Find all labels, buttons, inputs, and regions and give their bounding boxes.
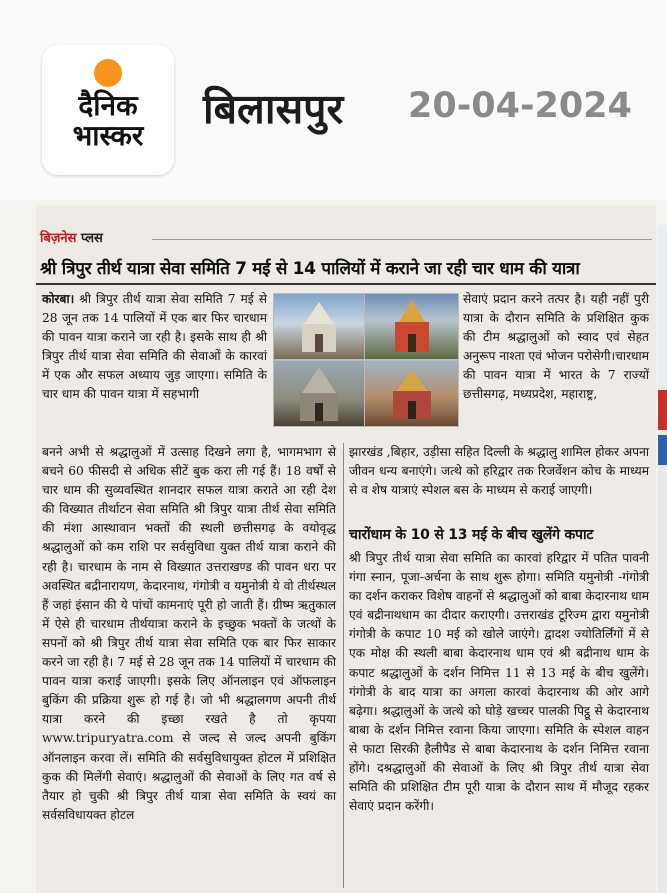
logo-line-2: भास्कर: [72, 119, 144, 152]
edition-city: बिलासपुर: [203, 85, 344, 133]
column-left: बनने अभी से श्रद्धालुओं में उत्साह दिखने लगा है, भागमभाग से बचने 60 फीसदी से अधिक सीटें बुक करा ली गई हैं। 18 वर्षों से चार धाम की सुव्यवस्थित शानदार सफल यात्रा कराते आ रही देश की विख्यात तीर्थाटन सेवा समिति श्री त्रिपुर यात्रा तीर्थ सेवा समिति की मंशा आस्थावान भक्तों की स्थली छत्तीसगढ़ के वयोवृद्ध श्रद्धालुओं को कम राशि पर सर्वसुविधा युक्त तीर्थ यात्रा कराने की रही है। चारधाम के नाम से विख्यात उत्तराखण्ड की पावन धरा पर अवस्थित बद्रीनारायण, केदारनाथ, गंगोत्री व यमुनोत्री ये वो तीर्थस्थल हैं जहां इंसान की ये पांचों कामनाएं पूरी हो जाती हैं। ग्रीष्म ऋतुकाल में ऐसे ही चारधाम तीर्थयात्रा कराने के इच्छुक भक्तों के जत्थों के सपनों को श्री त्रिपुर तीर्थ यात्रा सेवा समिति एक बार फिर साकार करने जा रही है। 7 मई से 28 जून तक 14 पालियों में चारधाम की पावन यात्रा कराई जाएगी। इसके लिए ऑनलाइन एवं ऑफलाइन बुकिंग की प्रक्रिया शुरू हो गई है। जो भी श्रद्धालगण अपनी तीर्थ यात्रा करने की इच्छा रखते है तो कृपया www.tripuryatra.com से जल्द से जल्द अपनी बुकिंग ऑनलाइन करवा लें। समिति की सर्वसुविधायुक्त होटल में प्रशिक्षित कुक की मिलेंगी सेवाएं। श्रद्धालुओं की सेवाओं के लिए गत वर्ष से तैयार हो चुकी श्री त्रिपुर तीर्थ यात्रा सेवा समिति के स्वयं का सर्वसविधायक्त होटल: [42, 445, 336, 822]
sun-icon: [94, 59, 122, 87]
cropped-previous-text: [36, 207, 656, 217]
column-a-top: [42, 290, 267, 405]
temple-photo-4: [364, 360, 459, 427]
column-mid-top: झारखंड ,बिहार, उड़ीसा सहित दिल्ली के श्रद्धालु शामिल होकर अपना जीवन धन्य बनाएंगे। जत्थे को हरिद्वार तक रिजर्वेशन कोच के माध्यम से व शेष यात्राएं स्पेशल बस के माध्यम से कराई जाएगी।: [349, 445, 649, 498]
adjacent-page-edge: [658, 225, 667, 893]
temple-icon: [274, 294, 364, 359]
edge-mark: [658, 435, 667, 465]
dainik-bhaskar-logo[interactable]: [42, 45, 174, 175]
section-label-dark: प्लस: [76, 231, 103, 246]
temple-photo-2: [364, 293, 459, 360]
section-label: [40, 228, 103, 246]
temple-icon: [365, 361, 458, 426]
temple-icon: [274, 361, 364, 426]
edge-mark: [658, 225, 667, 385]
column-mid-bottom: श्री त्रिपुर तीर्थ यात्रा सेवा समिति का कारवां हरिद्वार में पतित पावनी गंगा स्नान, पूजा-अर्चना के साथ शुरू होगा। समिति यमुनोत्री -गंगोत्री का दर्शन कराकर विशेष वाहनों से श्रद्धालुओं को बाबा केदारनाथ धाम एवं बद्रीनाथधाम का दीदार कराएगी। उत्तराखंड टूरिज्म द्वारा यमुनोत्री गंगोत्री के कपाट 10 मई को खोले जाएंगे। द्वादश ज्योतिर्लिंगों में से एक मोक्ष की स्थली बाबा केदारनाथ धाम एवं श्री बद्रीनाथ धाम के कपाट श्रद्धालुओं के दर्शन निमित्त 11 से 13 मई के बीच खुलेंगे। गंगोत्री के बाद यात्रा का अगला कारवां केदारनाथ की ओर आगे बढ़ेगा। श्रद्धालुओं के जत्थे को घोड़े खच्चर पालकी पिट्ठू से केदारनाथ बाबा के दर्शन निमित्त रवाना किया जाएगा। समिति के स्पेशल वाहन से फाटा सिरकी हैलीपैड से बाबा केदारनाथ के दर्शन निमित्त रवाना होंगे। दश्रद्धालुओं की सेवाओं के लिए श्री त्रिपुर तीर्थ यात्रा सेवा समिति की प्रशिक्षित टीम पूरी यात्रा के दौरान साथ में मौजूद रहकर सेवाएं प्रदान करेंगी।: [349, 551, 649, 814]
dateline: कोरबा।: [42, 292, 75, 306]
article-headline: श्री त्रिपुर तीर्थ यात्रा सेवा समिति 7 मई से 14 पालियों में कराने जा रही चार धाम की यात्रा: [40, 259, 580, 279]
logo-line-1: दैनिक: [78, 89, 138, 122]
section-label-red: बिज़नेस: [40, 231, 77, 246]
subheadline: चारोंधाम के 10 से 13 मई के बीच खुलेंगे कपाट: [349, 527, 594, 543]
temple-icon: [365, 294, 458, 359]
edge-mark: [658, 390, 667, 430]
temple-photo-1: [273, 293, 365, 360]
headline-rule: [36, 283, 656, 285]
edition-date: 20-04-2024: [408, 86, 632, 126]
section-rule: [152, 239, 652, 240]
column-b-top: सेवाएं प्रदान करने तत्पर है। यही नहीं पुरी यात्रा के दौरान समिति के प्रशिक्षित कुक की टीम श्रद्धालुओं को स्वाद एवं सेहत अनुरूप नाश्ता एवं भोजन परोसेगी।चारधाम की पावन यात्रा में भारत के 7 राज्यों छत्तीसगढ़, मध्यप्रदेश, महाराष्ट्र,: [463, 292, 649, 402]
column-a-text: श्री त्रिपुर तीर्थ यात्रा सेवा समिति 7 मई से 28 जून तक 14 पालियों में एक बार फिर चारधाम की पावन यात्रा कराने जा रही है। इसके साथ ही श्री त्रिपुर तीर्थ यात्रा सेवा समिति की सेवाओं के कारवां में एक और सफल अध्याय जुड़ जाएगा। समिति के चार धाम की पावन यात्रा में सहभागी: [42, 292, 267, 402]
app-header: [0, 0, 667, 200]
column-divider: [343, 443, 344, 888]
newspaper-clipping: [36, 205, 656, 893]
temple-photo-3: [273, 360, 365, 427]
